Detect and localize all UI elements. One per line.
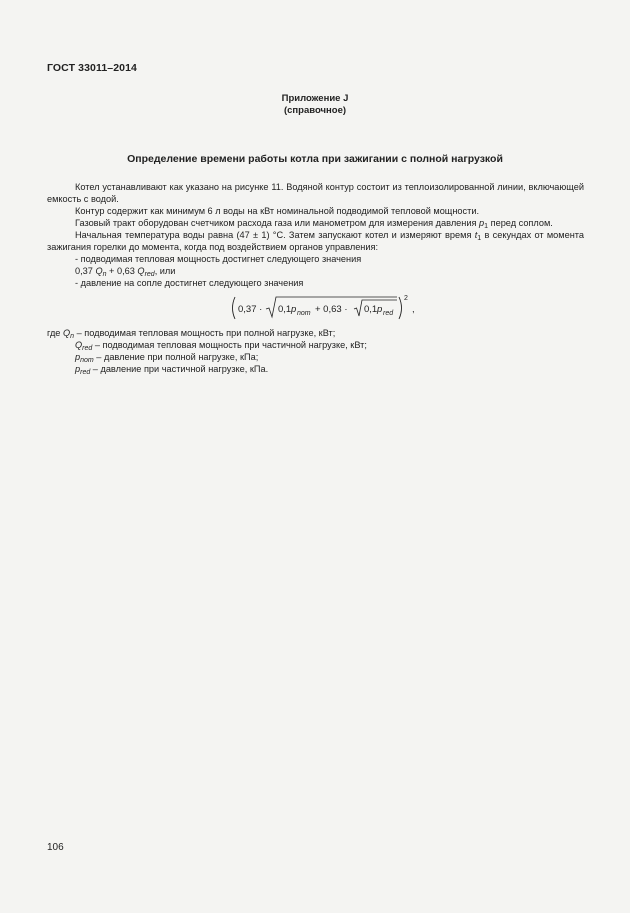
definition-qred: $Q_{red}$ – подводимая тепловая мощность при частичной нагрузке, кВт; bbox=[75, 340, 367, 352]
plus-coef-2: + 0,63 · bbox=[315, 304, 348, 315]
document-header: ГОСТ 33011–2014 bbox=[47, 62, 137, 74]
formula-svg bbox=[229, 291, 419, 325]
p-symbol-red: p bbox=[377, 304, 383, 315]
right-paren bbox=[399, 297, 402, 319]
coef-1: 0,37 · bbox=[238, 304, 263, 315]
p-symbol-nom: p bbox=[291, 304, 297, 315]
pressure-formula bbox=[47, 289, 584, 325]
definition-pnom: $p_{nom}$ – давление при полной нагрузке, кПа; bbox=[75, 352, 259, 364]
paragraph-3: Газовый тракт оборудован счетчиком расхода газа или манометром для измерения давления $p_1$ перед соплом. bbox=[75, 218, 553, 230]
paragraph-1: Котел устанавливают как указано на рисунке 11. Водяной контур состоит из теплоизолированной линии, включающей емкость с водой. bbox=[47, 182, 584, 204]
power-expression: 0,37 $Q_n + 0,63$ $Q_{red}$, или bbox=[75, 266, 176, 278]
page-number: 106 bbox=[47, 842, 64, 853]
definition-qn: где $Q_n$ – подводимая тепловая мощность при полной нагрузке, кВт; bbox=[47, 328, 336, 340]
coef-01-b: 0,1 bbox=[364, 304, 378, 315]
paragraph-4: Начальная температура воды равна (47 ± 1) °С. Затем запускают котел и измеряют время $t_1$ в секундах от момента зажигания горелки до момента, когда под воздействием органов управления: bbox=[47, 230, 584, 252]
definition-pred: $p_{red}$ – давление при частичной нагрузке, кПа. bbox=[75, 364, 269, 376]
list-item-power: - подводимая тепловая мощность достигнет следующего значения bbox=[75, 254, 362, 264]
definitions bbox=[47, 327, 584, 375]
list-item-pressure: - давление на сопле достигнет следующего значения bbox=[75, 278, 304, 288]
body-text bbox=[47, 181, 584, 375]
red-subscript: red bbox=[383, 310, 394, 317]
nom-subscript: nom bbox=[297, 310, 311, 317]
appendix-note: (справочное) bbox=[283, 105, 347, 116]
left-paren bbox=[233, 297, 236, 319]
appendix-title: Приложение J bbox=[281, 93, 349, 104]
paragraph-2: Контур содержит как минимум 6 л воды на кВт номинальной подводимой тепловой мощности. bbox=[75, 206, 480, 216]
coef-01-a: 0,1 bbox=[278, 304, 292, 315]
section-title: Определение времени работы котла при зажигании с полной нагрузкой bbox=[127, 153, 503, 165]
formula-comma: , bbox=[412, 304, 415, 315]
exponent: 2 bbox=[404, 295, 408, 302]
